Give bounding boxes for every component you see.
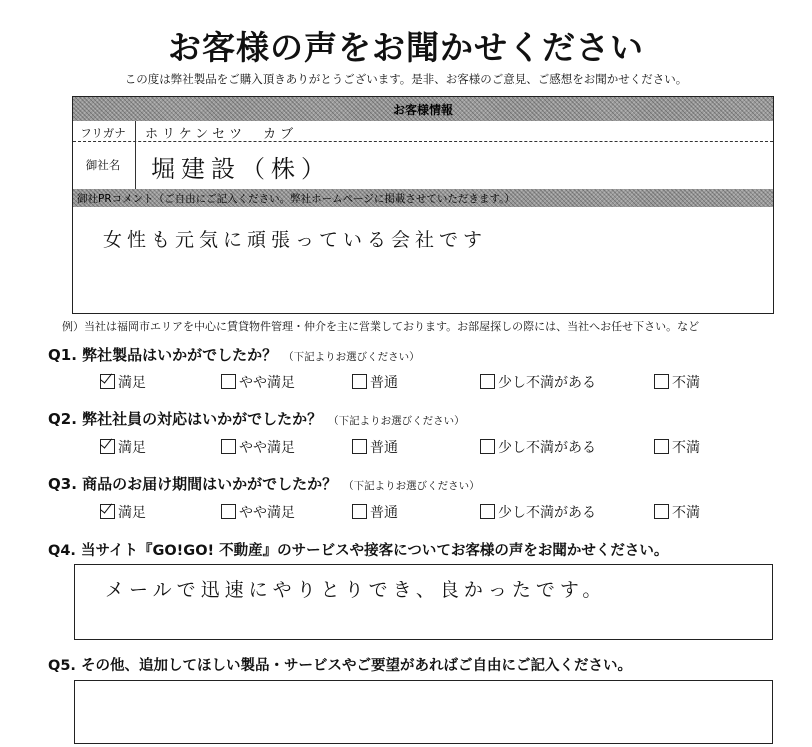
checkbox-icon[interactable]: [352, 439, 367, 454]
q3-option-neutral[interactable]: 普通: [352, 502, 398, 522]
q4-answer-text: メールで迅速にやりとりでき、良かったです。: [105, 579, 607, 601]
checkbox-icon[interactable]: [480, 374, 495, 389]
q1-option-neutral[interactable]: 普通: [352, 372, 398, 392]
checkbox-checked-icon[interactable]: [100, 504, 115, 519]
q5-answer-box[interactable]: [74, 680, 773, 744]
checkbox-icon[interactable]: [352, 504, 367, 519]
customer-info-box: [72, 96, 774, 314]
checkbox-icon[interactable]: [654, 374, 669, 389]
pr-comment-field[interactable]: 女性も元気に頑張っている会社です: [103, 229, 488, 251]
furigana-field[interactable]: ホリケンセツ カブ: [145, 127, 298, 142]
company-name-label: 御社名: [85, 158, 121, 172]
q1-option-somewhat-satisfied[interactable]: やや満足: [221, 372, 295, 392]
q2-option-somewhat-dissatisfied[interactable]: 少し不満がある: [480, 437, 596, 457]
furigana-label: フリガナ: [80, 126, 126, 140]
q4-answer-box[interactable]: [74, 564, 773, 640]
checkbox-icon[interactable]: [480, 504, 495, 519]
q2-option-dissatisfied[interactable]: 不満: [654, 437, 700, 457]
pr-comment-header: 御社PRコメント（ご自由にご記入ください。弊社ホームページに掲載させていただきます。）: [73, 189, 773, 207]
checkbox-icon[interactable]: [221, 439, 236, 454]
q2-option-satisfied[interactable]: 満足: [100, 437, 146, 457]
checkbox-icon[interactable]: [654, 439, 669, 454]
checkbox-icon[interactable]: [480, 439, 495, 454]
label-divider: [135, 121, 136, 189]
q1-option-somewhat-dissatisfied[interactable]: 少し不満がある: [480, 372, 596, 392]
q1-option-dissatisfied[interactable]: 不満: [654, 372, 700, 392]
form-title: お客様の声をお聞かせください: [168, 28, 644, 67]
question-3: Q3. 商品のお届け期間はいかがでしたか？ （下記よりお選びください）: [48, 475, 480, 493]
q2-option-somewhat-satisfied[interactable]: やや満足: [221, 437, 295, 457]
q3-option-somewhat-dissatisfied[interactable]: 少し不満がある: [480, 502, 596, 522]
q1-option-satisfied[interactable]: 満足: [100, 372, 146, 392]
q3-option-satisfied[interactable]: 満足: [100, 502, 146, 522]
checkbox-icon[interactable]: [221, 374, 236, 389]
q3-option-somewhat-satisfied[interactable]: やや満足: [221, 502, 295, 522]
form-subtitle: この度は弊社製品をご購入頂きありがとうございます。是非、お客様のご意見、ご感想をお聞かせください。: [124, 72, 688, 86]
checkbox-icon[interactable]: [352, 374, 367, 389]
checkbox-checked-icon[interactable]: [100, 374, 115, 389]
checkbox-checked-icon[interactable]: [100, 439, 115, 454]
q2-option-neutral[interactable]: 普通: [352, 437, 398, 457]
checkbox-icon[interactable]: [221, 504, 236, 519]
checkbox-icon[interactable]: [654, 504, 669, 519]
q3-option-dissatisfied[interactable]: 不満: [654, 502, 700, 522]
customer-info-header: お客様情報: [73, 97, 773, 121]
pr-example-text: 例）当社は福岡市エリアを中心に賃貸物件管理・仲介を主に営業しております。お部屋探しの際には、当社へお任せ下さい。など: [62, 320, 700, 333]
question-4: Q4. 当サイト『GO!GO! 不動産』のサービスや接客についてお客様の声をお聞かせください。: [48, 543, 669, 559]
question-5: Q5. その他、追加してほしい製品・サービスやご要望があればご自由にご記入ください。: [48, 658, 632, 674]
question-1: Q1. 弊社製品はいかがでしたか？ （下記よりお選びください）: [48, 346, 420, 364]
company-name-field[interactable]: 堀建設（株）: [151, 155, 331, 183]
question-2: Q2. 弊社社員の対応はいかがでしたか？ （下記よりお選びください）: [48, 410, 465, 428]
